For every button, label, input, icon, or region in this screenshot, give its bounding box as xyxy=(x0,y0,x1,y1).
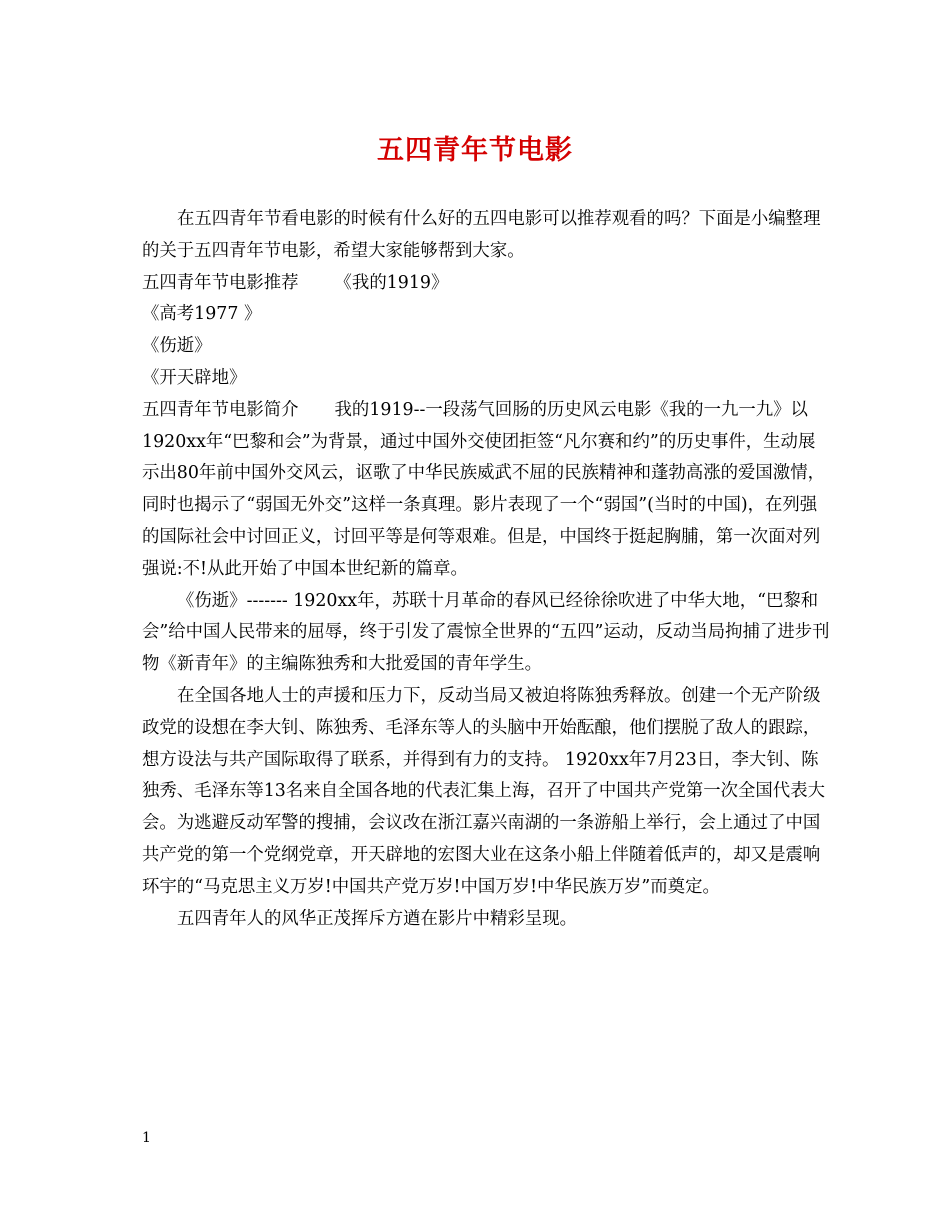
synopsis-label: 五四青年节电影简介 xyxy=(142,399,299,420)
document-title: 五四青年节电影 xyxy=(377,135,573,166)
recommend-item: 《开天辟地》 xyxy=(142,367,247,388)
page-number: 1 xyxy=(142,1130,151,1146)
recommend-item: 《伤逝》 xyxy=(142,336,212,357)
recommend-label: 五四青年节电影推荐 xyxy=(142,272,299,293)
synopsis-paragraph xyxy=(142,395,830,586)
closing-paragraph: 五四青年人的风华正茂挥斥方遒在影片中精彩呈现。 xyxy=(177,908,577,929)
intro-paragraph: 在五四青年节看电影的时候有什么好的五四电影可以推荐观看的吗？下面是小编整理的关于五四青年节电影，希望大家能够帮到大家。 xyxy=(142,209,821,261)
document-body xyxy=(142,204,830,935)
kaitian-paragraph: 在全国各地人士的声援和压力下，反动当局又被迫将陈独秀释放。创建一个无产阶级政党的设想在李大钊、陈独秀、毛泽东等人的头脑中开始酝酿，他们摆脱了敌人的跟踪，想方设法与共产国际取得了联系，并得到有力的支持。 1920xx年7月23日，李大钊、陈独秀、毛泽东等13名来自全国各地的代表汇集上海，召开了中国共产党第一次全国代表大会。为逃避反动军警的搜捕，会议改在浙江嘉兴南湖的一条游船上举行，会上通过了中国共产党的第一个党纲党章，开天辟地的宏图大业在这条小船上伴随着低声的，却又是震响环宇的“马克思主义万岁!中国共产党万岁!中国万岁!中华民族万岁”而奠定。 xyxy=(142,685,825,897)
recommend-first-item: 《我的1919》 xyxy=(334,272,449,293)
shangshi-paragraph: 《伤逝》------- 1920xx年，苏联十月革命的春风已经徐徐吹进了中华大地，“巴黎和会”给中国人民带来的屈辱，终于引发了震惊全世界的“五四”运动，反动当局拘捕了进步刊物《新青年》的主编陈独秀和大批爱国的青年学生。 xyxy=(142,590,830,675)
synopsis-text: 我的1919--一段荡气回肠的历史风云电影《我的一九一九》以1920xx年“巴黎和会”为背景，通过中国外交使团拒签“凡尔赛和约”的历史事件，生动展示出80年前中国外交风云，讴歌了中华民族威武不屈的民族精神和蓬勃高涨的爱国激情，同时也揭示了“弱国无外交”这样一条真理。影片表现了一个“弱国”(当时的中国)，在列强的国际社会中讨回正义，讨回平等是何等艰难。但是，中国终于挺起胸脯，第一次面对列强说:不!从此开始了中国本世纪新的篇章。 xyxy=(142,399,825,579)
recommend-line xyxy=(142,268,830,300)
recommend-item: 《高考1977 》 xyxy=(142,304,262,325)
